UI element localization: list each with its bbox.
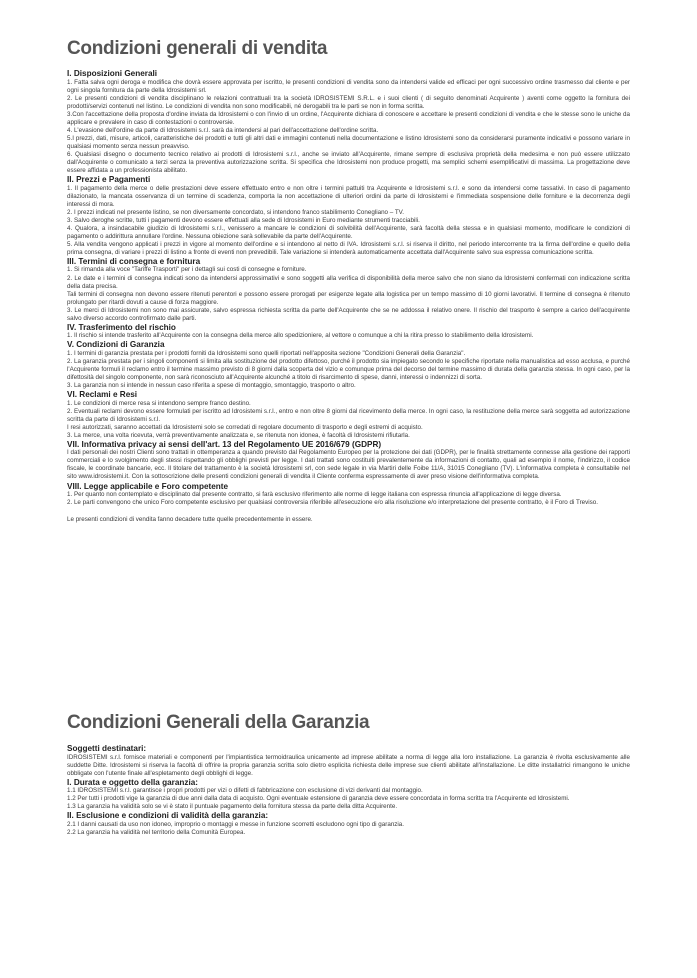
section-paragraph: 3. La merce, una volta ricevuta, verrà preventivamente analizzata e, se ritenuta non idonea, è facoltà di Idrosistemi rifiutarla. bbox=[67, 431, 410, 439]
section-paragraph: 6. Qualsiasi disegno o documento tecnico relativo ai prodotti di Idrosistemi s.r.l., anche se inviato all'Acquirente, rimane sempre di esclusiva proprietà della medesima e non può essere utilizzato dall'Acquirente o comunicato a terzi senza la preventiva autorizzazione scritta. Si specifica che Idrosistemi non produce progetti, ma semplici schemi esemplificativi di massima. La progettazione deve essere affidata a un professionista abilitato. bbox=[67, 150, 630, 175]
section-paragraph: 3. Salvo deroghe scritte, tutti i pagamenti devono essere effettuati alla sede di Idrosistemi in Euro mediante strumenti tracciabili. bbox=[67, 216, 420, 224]
section-paragraph: 1. Si rimanda alla voce "Tariffe Trasporti" per i dettagli sui costi di consegne e forniture. bbox=[67, 266, 307, 274]
section-heading: VIII. Legge applicabile e Foro competente bbox=[67, 481, 229, 491]
sales-conditions-sections bbox=[67, 69, 630, 507]
closing-note: Le presenti condizioni di vendita fanno decadere tutte quelle precedentemente in essere. bbox=[67, 516, 313, 524]
section-paragraph: 2. Le presenti condizioni di vendita disciplinano le relazioni contrattuali tra la società IDROSISTEMI S.R.L. e i suoi clienti ( di seguito denominati Acquirente ) aventi come oggetto la fornitura dei prodotti/servizi contenuti nel listino. Le condizioni di vendita non sono modificabili, né derogabili tra le parti se non in forma scritta. bbox=[67, 94, 630, 110]
section-paragraph: IDROSISTEMI s.r.l. fornisce materiali e componenti per l'impiantistica termoidraulica unicamente ad imprese abilitate a norma di legge alla loro installazione. La garanzia è rivolta esclusivamente alle suddette Ditte. Idrosistemi si riserva la facoltà di offrire la propria garanzia scritta solo dietro esplicita richiesta delle imprese sue clienti abilitate all'installazione. Le ditte installatrici rimangono le uniche obbligate con l'utente finale all'espletamento degli obblighi di legge. bbox=[67, 753, 630, 777]
section-paragraph: Tali termini di consegna non devono essere ritenuti perentori e possono essere prorogati per esigenze legate alla logistica per un tempo massimo di 10 giorni lavorativi. Il termine di consegna è ritenuto prolungato per ritardi dovuti a cause di forza maggiore. bbox=[67, 290, 630, 306]
section-paragraph: 1. Per quanto non contemplato e disciplinato dal presente contratto, si farà esclusivo riferimento alle norme di legge italiana con espressa rinuncia all'applicazione di legge diversa. bbox=[67, 491, 562, 499]
section-paragraph: 2. La garanzia prestata per i singoli componenti si limita alla sostituzione del prodotto difettoso, purché il prodotto sia impiegato secondo le specifiche riportate nella manualistica ad esso acclusa, e purché l'Acquirente formuli il reclamo entro il termine massimo previsto di 8 giorni dalla scoperta del vizio e comunque prima del decorso del termine massimo di durata della garanzia stessa. In ogni caso, per la difettosità del singolo componente, non sarà riconosciuto all'Acquirente alcunché a titolo di risarcimento di spese, danni, interessi o indennizzi di sorta. bbox=[67, 357, 630, 381]
section-paragraph: 1. I termini di garanzia prestata per i prodotti forniti da Idrosistemi sono quelli riportati nell'apposita sezione "Condizioni Generali della Garanzia". bbox=[67, 349, 466, 357]
section-paragraph: I dati personali dei nostri Clienti sono trattati in ottemperanza a quando previsto dal Regolamento Europeo per la protezione dei dati (GDPR), per le finalità strettamente connesse alla gestione dei rapporti commerciali e lo svolgimento degli stessi rispettando gli obblighi previsti per legge. I dati trattati sono costituiti prevalentemente da informazioni di contatto, quali ad esempio il nome, l'indirizzo, il codice fiscale, le coordinate bancarie, ecc. Il titolare del trattamento è la società Idrosistemi srl, con sede legale in via Martiri delle Foibe 11/A, 31015 Conegliano (TV). L'informativa completa è consultabile nel sito www.idrosistemi.it. Con la sottoscrizione delle presenti condizioni generali di vendita il Cliente conferma espressamente di aver preso visione dell'informativa completa. bbox=[67, 449, 630, 481]
section-heading: II. Prezzi e Pagamenti bbox=[67, 175, 151, 185]
section-heading: IV. Trasferimento del rischio bbox=[67, 322, 176, 332]
sales-conditions bbox=[67, 38, 630, 524]
section-heading: VII. Informativa privacy ai sensi dell'art. 13 del Regolamento UE 2016/679 (GDPR) bbox=[67, 439, 382, 449]
section-paragraph: 2. Eventuali reclami devono essere formulati per iscritto ad Idrosistemi s.r.l., entro e non oltre 8 giorni dal ricevimento della merce. In ogni caso, la restituzione della merce sarà soggetta ad autorizzazione scritta da parte di Idrosistemi s.r.l. bbox=[67, 407, 630, 423]
section-heading: Soggetti destinatari: bbox=[67, 744, 147, 753]
section-paragraph: 3. La garanzia non si intende in nessun caso riferita a spese di montaggio, smontaggio, trasporto o altro. bbox=[67, 382, 356, 390]
section-paragraph: 5. Alla vendita vengono applicati i prezzi in vigore al momento dell'ordine e si intendono al netto di IVA. Idrosistemi s.r.l. si riserva il diritto, nel periodo intercorrente tra la firma dell'ordine e quello della prima consegna, di variare i prezzi di listino a fronte di eventi non prevedibili. Tale variazione si intenderà automaticamente accettata dall'Acquirente salvo sua espressa comunicazione scritta. bbox=[67, 240, 630, 256]
section-paragraph: 1. Fatta salva ogni deroga e modifica che dovrà essere approvata per iscritto, le presenti condizioni di vendita sono da intendersi valide ed efficaci per ogni successivo ordine trasmesso dal cliente e per ogni singola fornitura da parte della Idrosistemi srl. bbox=[67, 78, 630, 94]
warranty-conditions-sections bbox=[67, 744, 630, 837]
section-paragraph: 2.2 La garanzia ha validità nel territorio della Comunità Europea. bbox=[67, 828, 246, 836]
section-heading: VI. Reclami e Resi bbox=[67, 390, 138, 400]
section-heading: V. Condizioni di Garanzia bbox=[67, 340, 165, 350]
section-paragraph: 1. Il pagamento della merce o delle prestazioni deve essere effettuato entro e non oltre i termini pattuiti tra Acquirente e Idrosistemi s.r.l. e sono da intendersi come tassativi. In caso di pagamento dilazionato, la mancata osservanza di un termine di scadenza, comporta la non accettazione di ulteriori ordini da parte di Idrosistemi e l'immediata sospensione delle forniture e la decorrenza degli interessi di mora. bbox=[67, 184, 630, 208]
section-heading: I. Disposizioni Generali bbox=[67, 69, 158, 78]
section-heading: II. Esclusione e condizioni di validità della garanzia: bbox=[67, 811, 269, 821]
section-heading: I. Durata e oggetto della garanzia: bbox=[67, 777, 199, 787]
section-paragraph: 1.1 IDROSISTEMI s.r.l. garantisce i propri prodotti per vizi o difetti di fabbricazione con esclusione di vizi derivanti dal montaggio. bbox=[67, 787, 423, 795]
section-paragraph: I resi autorizzati, saranno accettati da Idrosistemi solo se corredati di regolare documento di trasporto e degli estremi di acquisto. bbox=[67, 423, 423, 431]
section-paragraph: 3.Con l'accettazione della proposta d'ordine inviata da Idrosistemi o con l'invio di un ordine, l'Acquirente dichiara di conoscere e accettare le presenti condizioni di vendita e che le stesse sono le uniche da applicare e prevalere in caso di contestazioni o controversie. bbox=[67, 110, 630, 126]
section-paragraph: 3. Le merci di Idrosistemi non sono mai assicurate, salvo espressa richiesta scritta da parte dell'Acquirente che se ne addossa il relativo onere. Il rischio del trasporto è sempre a carico dell'acquirente salvo diverso accordo controfirmato dalle parti. bbox=[67, 306, 630, 322]
sales-conditions-title: Condizioni generali di vendita bbox=[67, 38, 328, 59]
warranty-conditions-title: Condizioni Generali della Garanzia bbox=[67, 712, 370, 733]
section-paragraph: 2. Le parti convengono che unico Foro competente esclusivo per qualsiasi controversia riferibile all'esecuzione e/o alla risoluzione e/o interpretazione del presente contratto, è il Foro di Treviso. bbox=[67, 499, 598, 507]
section-heading: III. Termini di consegna e fornitura bbox=[67, 256, 201, 266]
section-paragraph: 2. Le date e i termini di consegna indicati sono da intendersi approssimativi e sono soggetti alla verifica di disponibilità della merce salvo che non siano da Idrosistemi confermati con indicazione scritta della data precisa. bbox=[67, 274, 630, 290]
section-paragraph: 2.1 I danni causati da uso non idoneo, improprio o montaggi e messe in funzione scorretti escludono ogni tipo di garanzia. bbox=[67, 820, 405, 828]
section-paragraph: 2. I prezzi indicati nel presente listino, se non diversamente concordato, si intendono franco stabilimento Conegliano – TV. bbox=[67, 208, 405, 216]
section-paragraph: 1.2 Per tutti i prodotti vige la garanzia di due anni dalla data di acquisto. Ogni eventuale estensione di garanzia deve essere concordata in forma scritta tra l'Acquirente ed Idrosistemi. bbox=[67, 795, 570, 803]
section-paragraph: 1. Il rischio si intende trasferito all'Acquirente con la consegna della merce allo spedizioniere, al vettore o comunque a chi la ritira presso lo stabilimento della Idrosistemi. bbox=[67, 332, 534, 340]
section-paragraph: 4. Qualora, a insindacabile giudizio di Idrosistemi s.r.l., venissero a mancare le condizioni di solvibilità dell'Acquirente, sarà facoltà della stessa e in qualsiasi momento, modificare le condizioni di pagamento o addirittura annullare l'ordine. Nessuna obiezione sarà sollevabile da parte dell'Acquirente. bbox=[67, 224, 630, 240]
section-paragraph: 1.3 La garanzia ha validità solo se vi è stato il puntuale pagamento della fornitura stessa da parte della ditta Acquirente. bbox=[67, 803, 398, 811]
section-paragraph: 4. L'evasione dell'ordine da parte di Idrosistemi s.r.l. sarà da intendersi al pari dell'accettazione dell'ordine scritta. bbox=[67, 126, 379, 134]
section-paragraph: 1. Le condizioni di merce resa si intendono sempre franco destino. bbox=[67, 399, 251, 407]
warranty-conditions bbox=[67, 712, 630, 837]
section-paragraph: 5.I prezzi, dati, misure, articoli, caratteristiche dei prodotti e tutti gli altri dati e immagini contenuti nella documentazione e listino Idrosistemi sono da considerarsi puramente indicativi e possono variare in qualsiasi momento senza nessun preavviso. bbox=[67, 134, 630, 150]
